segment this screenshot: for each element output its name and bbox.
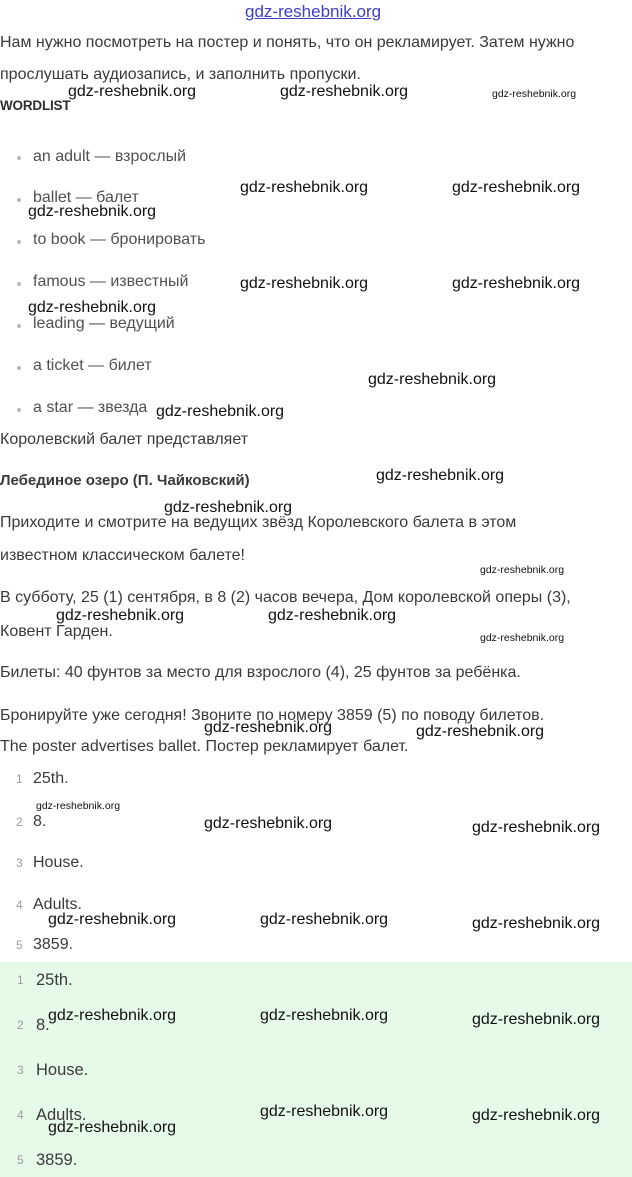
poster-when-where-line: Ковент Гарден.	[0, 623, 113, 640]
answer-number: 3	[16, 856, 23, 870]
bullet-icon	[17, 408, 21, 412]
answer-text: 25th.	[33, 770, 69, 787]
watermark: gdz-reshebnik.org	[452, 179, 581, 196]
watermark: gdz-reshebnik.org	[260, 1103, 389, 1120]
bullet-icon	[17, 240, 21, 244]
watermark: gdz-reshebnik.org	[480, 632, 565, 644]
answer-number: 4	[16, 898, 23, 912]
answers-highlight-box	[0, 962, 632, 1177]
instruction-line: Нам нужно посмотреть на постер и понять, что он рекламирует. Затем нужно	[0, 34, 575, 51]
answer-number: 2	[17, 1018, 24, 1032]
wordlist-heading: WORDLIST	[0, 98, 71, 113]
watermark: gdz-reshebnik.org	[280, 83, 409, 100]
poster-when-where-line: В субботу, 25 (1) сентября, в 8 (2) часов вечера, Дом королевской оперы (3),	[0, 589, 571, 606]
poster-presents: Королевский балет представляет	[0, 431, 249, 448]
wordlist-item: ballet — балет	[33, 189, 139, 206]
answer-text: 8.	[33, 813, 47, 830]
watermark: gdz-reshebnik.org	[240, 179, 369, 196]
watermark: gdz-reshebnik.org	[68, 83, 197, 100]
watermark: gdz-reshebnik.org	[472, 819, 601, 836]
bullet-icon	[17, 198, 21, 202]
watermark: gdz-reshebnik.org	[376, 467, 505, 484]
wordlist-item: an adult — взрослый	[33, 148, 187, 165]
watermark: gdz-reshebnik.org	[156, 403, 285, 420]
answer-text: House.	[33, 854, 84, 871]
answer-text: 3859.	[36, 1151, 78, 1169]
answer-number: 5	[17, 1153, 24, 1167]
watermark: gdz-reshebnik.org	[472, 1011, 601, 1028]
poster-invite-line: Приходите и смотрите на ведущих звёзд Королевского балета в этом	[0, 514, 517, 531]
answer-number: 2	[16, 815, 23, 829]
watermark: gdz-reshebnik.org	[416, 723, 545, 740]
instruction-line: прослушать аудиозапись, и заполнить пропуски.	[0, 66, 361, 83]
poster-title: Лебединое озеро (П. Чайковский)	[0, 472, 250, 489]
wordlist-item: to book — бронировать	[33, 231, 206, 248]
watermark: gdz-reshebnik.org	[472, 915, 601, 932]
watermark: gdz-reshebnik.org	[240, 275, 369, 292]
wordlist-item: famous — известный	[33, 273, 189, 290]
bullet-icon	[17, 156, 21, 160]
watermark: gdz-reshebnik.org	[56, 607, 185, 624]
answer-number: 4	[17, 1108, 24, 1122]
answer-text: Adults.	[33, 896, 82, 913]
answer-text: 8.	[36, 1016, 50, 1034]
watermark: gdz-reshebnik.org	[268, 607, 397, 624]
answer-text: 3859.	[33, 936, 74, 953]
bullet-icon	[17, 282, 21, 286]
watermark: gdz-reshebnik.org	[28, 299, 157, 316]
watermark: gdz-reshebnik.org	[36, 800, 121, 812]
watermark: gdz-reshebnik.org	[480, 564, 565, 576]
poster-tickets: Билеты: 40 фунтов за место для взрослого (4), 25 фунтов за ребёнка.	[0, 664, 521, 681]
watermark: gdz-reshebnik.org	[260, 1007, 389, 1024]
bullet-icon	[17, 324, 21, 328]
watermark: gdz-reshebnik.org	[260, 911, 389, 928]
watermark: gdz-reshebnik.org	[28, 203, 157, 220]
poster-invite-line: известном классическом балете!	[0, 547, 245, 564]
answer-text: House.	[36, 1061, 89, 1079]
answer-number: 5	[16, 938, 23, 952]
answer-number: 3	[17, 1063, 24, 1077]
watermark: gdz-reshebnik.org	[368, 371, 497, 388]
answer-summary: The poster advertises ballet. Постер рекламирует балет.	[0, 738, 409, 755]
wordlist-item: a star — звезда	[33, 399, 148, 416]
site-link[interactable]: gdz-reshebnik.org	[245, 2, 382, 21]
watermark: gdz-reshebnik.org	[452, 275, 581, 292]
watermark: gdz-reshebnik.org	[492, 88, 577, 100]
answer-number: 1	[17, 973, 24, 987]
wordlist-item: leading — ведущий	[33, 315, 175, 332]
watermark: gdz-reshebnik.org	[48, 911, 177, 928]
watermark: gdz-reshebnik.org	[164, 499, 293, 516]
answer-text: 25th.	[36, 971, 73, 989]
watermark: gdz-reshebnik.org	[204, 815, 333, 832]
answer-number: 1	[16, 772, 23, 786]
watermark: gdz-reshebnik.org	[204, 719, 333, 736]
answer-text: Adults.	[36, 1106, 87, 1124]
watermark: gdz-reshebnik.org	[472, 1107, 601, 1124]
poster-booking: Бронируйте уже сегодня! Звоните по номеру 3859 (5) по поводу билетов.	[0, 707, 545, 724]
wordlist-item: a ticket — билет	[33, 357, 152, 374]
bullet-icon	[17, 366, 21, 370]
watermark: gdz-reshebnik.org	[48, 1119, 177, 1136]
watermark: gdz-reshebnik.org	[48, 1007, 177, 1024]
